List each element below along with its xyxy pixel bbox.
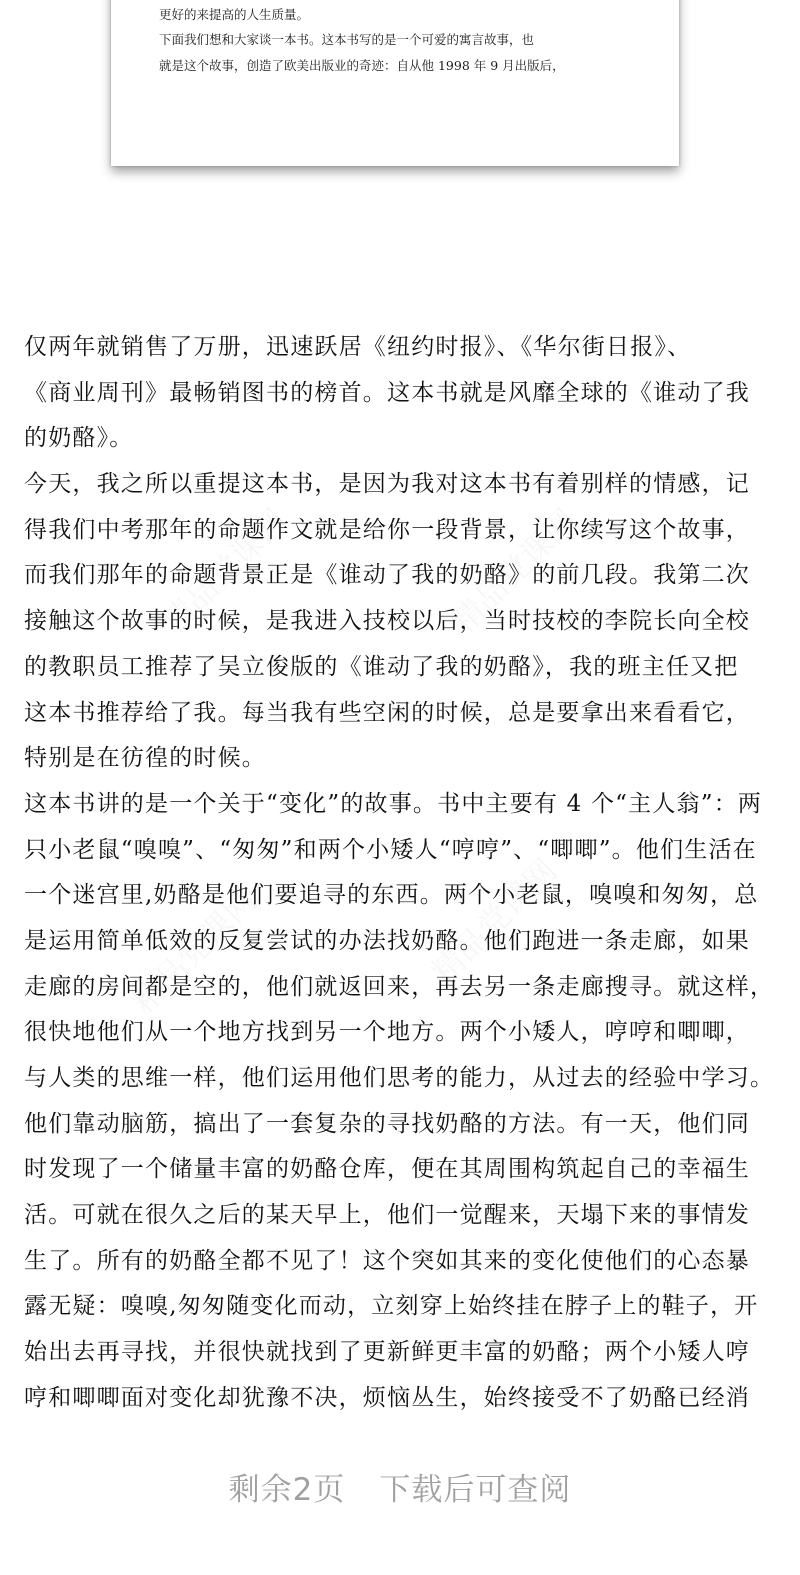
remaining-pages-banner[interactable] (0, 1466, 800, 1514)
body-line: 仅两年就销售了万册，迅速跃居《纽约时报》、《华尔街日报》、 (24, 334, 692, 360)
body-line: 而我们那年的命题背景正是《谁动了我的奶酪》的前几段。我第二次 (24, 562, 750, 589)
body-line: 活。可就在很久之后的某天早上，他们一觉醒来，天塌下来的事情发 (24, 1202, 750, 1229)
body-line: 与人类的思维一样，他们运用他们思考的能力，从过去的经验中学习。 (24, 1065, 775, 1091)
preview-line: 下面我们想和大家谈一本书。这本书写的是一个可爱的寓言故事，也 (159, 32, 535, 47)
preview-line: 更好的来提高的人生质量。 (159, 7, 310, 22)
body-line: 特别是在彷徨的时候。 (24, 745, 266, 772)
body-line: 的教职员工推荐了吴立俊版的《谁动了我的奶酪》，我的班主任又把 (24, 653, 739, 680)
body-line: 的奶酪》。 (24, 425, 134, 452)
body-line: 时发现了一个储量丰富的奶酪仓库，便在其周围构筑起自己的幸福生 (24, 1156, 750, 1183)
document-preview-card (111, 0, 679, 166)
remaining-pages-label: 剩余2页 (228, 1472, 346, 1508)
preview-line: 就是这个故事，创造了欧美出版业的奇迹：自从他 1998 年 9 月出版后， (159, 58, 565, 73)
body-line: 始出去再寻找，并很快就找到了更新鲜更丰富的奶酪；两个小矮人哼 (24, 1339, 750, 1366)
body-line: 他们靠动脑筋，搞出了一套复杂的寻找奶酪的方法。有一天，他们同 (24, 1110, 750, 1137)
body-line: 接触这个故事的时候，是我进入技校以后，当时技校的李院长向全校 (24, 608, 750, 635)
body-line: 只小老鼠“嗅嗅”、“匆匆”和两个小矮人“哼哼”、“唧唧”。他们生活在 (24, 836, 757, 863)
body-line: 走廊的房间都是空的，他们就返回来，再去另一条走廊搜寻。就这样， (24, 973, 775, 1000)
body-line: 生了。所有的奶酪全都不见了！这个突如其来的变化使他们的心态暴 (24, 1247, 750, 1274)
body-line: 这本书推荐给了我。每当我有些空闲的时候，总是要拿出来看看它， (24, 699, 750, 726)
body-line: 哼和唧唧面对变化却犹豫不决，烦恼丛生，始终接受不了奶酪已经消 (24, 1384, 750, 1411)
body-line: 很快地他们从一个地方找到另一个地方。两个小矮人，哼哼和唧唧， (24, 1019, 750, 1046)
body-line: 得我们中考那年的命题作文就是给你一段背景，让你续写这个故事， (24, 516, 750, 543)
body-line: 今天，我之所以重提这本书，是因为我对这本书有着别样的情感，记 (24, 471, 750, 498)
body-line: 《商业周刊》最畅销图书的榜首。这本书就是风靡全球的《谁动了我 (24, 379, 750, 406)
download-to-view-link[interactable]: 下载后可查阅 (379, 1472, 572, 1508)
body-line: 这本书讲的是一个关于“变化”的故事。书中主要有 4 个“主人翁”：两 (24, 790, 763, 817)
body-line: 是运用简单低效的反复尝试的办法找奶酪。他们跑进一条走廊，如果 (24, 927, 750, 954)
body-line: 露无疑：嗅嗅,匆匆随变化而动，立刻穿上始终挂在脖子上的鞋子，开 (24, 1293, 759, 1320)
body-line: 一个迷宫里,奶酪是他们要追寻的东西。两个小老鼠，嗅嗅和匆匆，总 (24, 882, 759, 909)
document-body-text (24, 325, 794, 1422)
